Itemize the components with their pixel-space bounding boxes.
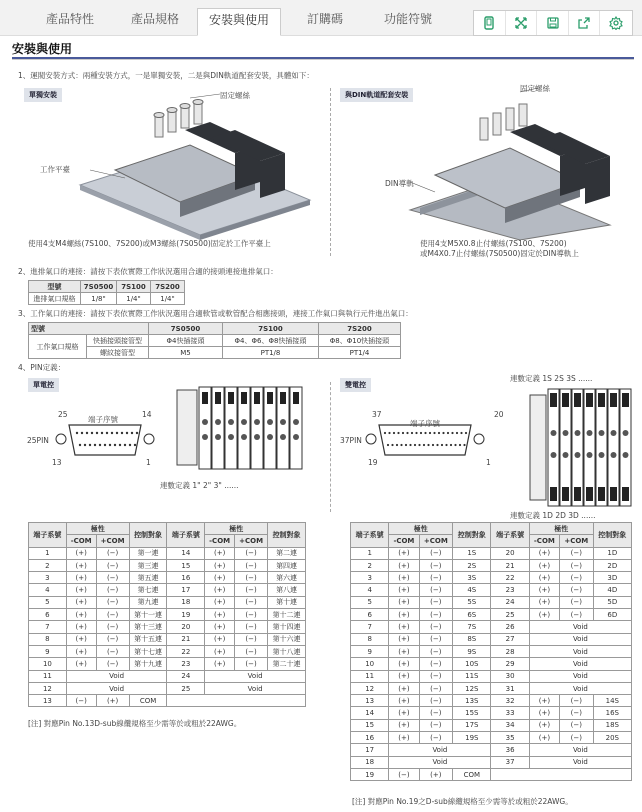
label-din-rail: 與DIN軌道配套安裝 (340, 88, 413, 102)
pin-intro: 4、PIN定義： (18, 363, 66, 372)
share-icon[interactable] (569, 11, 601, 35)
double-def-top: 連數定義 1S 2S 3S ...... (510, 374, 593, 383)
single-pin-table: 端子系號 極性 控制對象 端子系號 極性 控制對象 -COM +COM -COM +COM 1 (+) (−) 第一連 14 (+) (−) 第二連 2 (+) (−) 第三連 15 (+) (−) 第四連 3 (+) (−) 第五連 16 (+) (−) 第六連 4 (+) (−) 第七連 17 (+) (−) 第八連 5 (+) (−) 第九連 18 (+) (−) 第十連 6 (+) (−) 第十一連 19 (+) (−) 第十二連 7 (+) (−) 第十三連 20 (+) (−) 第十四連 8 (+) (−) 第十五連 21 (+) (−) 第十六連 9 (+) (−) 第十七連 22 (+) (−) 第十八連 10 (+) (−) 第十九連 23 (+) (−) 第二十連 11 Void 24 Void 12 Void 25 Void 13 (−) (+) COM (28, 522, 306, 707)
din-caption-1: 使用4支M5X0.8止付螺絲(7S100、7S200) (420, 239, 567, 248)
table-row: 14 (+) (−) 15S 33 (+) (−) 16S (351, 707, 632, 719)
single-note: [注] 對應Pin No.13D-sub線纜規格至少需等於或粗於22AWG。 (28, 719, 242, 728)
section-title: 安裝與使用 (12, 42, 73, 56)
tab-features[interactable]: 產品特性 (45, 12, 94, 26)
pin-20: 20 (494, 410, 504, 419)
table-row: 13 (−) (+) COM (29, 695, 306, 707)
table-row: 15 (+) (−) 17S 34 (+) (−) 18S (351, 719, 632, 731)
table-row: 12 (+) (−) 12S 31 Void (351, 682, 632, 694)
inlet-port-table: 型號 7S0500 7S100 7S200 進排氣口規格 1/8" 1/4" 1/4" (28, 280, 185, 305)
single-def: 連數定義 1" 2" 3" ...... (160, 481, 239, 490)
standalone-mount-illustration (60, 90, 330, 240)
table-row: 10 (+) (−) 10S 29 Void (351, 658, 632, 670)
pin-25: 25 (58, 410, 68, 419)
table-row: 1 (+) (−) 第一連 14 (+) (−) 第二連 (29, 547, 306, 559)
tab-symbols[interactable]: 功能符號 (383, 12, 432, 26)
table-row: 11 (+) (−) 11S 30 Void (351, 670, 632, 682)
table-row: 18 Void 37 Void (351, 756, 632, 768)
table-row: 10 (+) (−) 第十九連 23 (+) (−) 第二十連 (29, 658, 306, 670)
tab-specs[interactable]: 產品規格 (130, 12, 179, 26)
table-row: 7 (+) (−) 7S 26 Void (351, 621, 632, 633)
table-row: 6 (+) (−) 第十一連 19 (+) (−) 第十二連 (29, 609, 306, 621)
table-row: 8 (+) (−) 第十五連 21 (+) (−) 第十六連 (29, 633, 306, 645)
table-row: 3 (+) (−) 第五連 16 (+) (−) 第六連 (29, 572, 306, 584)
table-row: 2 (+) (−) 2S 21 (+) (−) 2D (351, 559, 632, 571)
mobile-icon[interactable] (474, 11, 506, 35)
base-label: 工作平臺 (40, 165, 70, 174)
table-row: 13 (+) (−) 13S 32 (+) (−) 14S (351, 695, 632, 707)
port-intro: 2、進排氣口的連接：請按下表依實際工作狀況選用合適的接頭連接進排氣口： (18, 267, 278, 276)
toolbar (473, 10, 633, 36)
table-row: 7 (+) (−) 第十三連 20 (+) (−) 第十四連 (29, 621, 306, 633)
pins-right: 37PIN (340, 436, 362, 445)
expand-icon[interactable] (506, 11, 538, 35)
table-row: 19 (−) (+) COM (351, 768, 632, 780)
table-row: 5 (+) (−) 5S 24 (+) (−) 5D (351, 596, 632, 608)
work-port-intro: 3、工作氣口的連接：請按下表依實際工作狀況選用合適軟管或軟管配合相應接頭，連接工作氣口與執行元件進出氣口： (18, 309, 413, 318)
label-double: 雙電控 (340, 378, 371, 392)
pins-left: 25PIN (27, 436, 49, 445)
work-port-table: 型號 7S0500 7S100 7S200 工作氣口規格 快插接頭接管型 Φ4快插接頭 Φ4、Φ6、Φ8快插接頭 Φ8、Φ10快插接頭 螺紋接管型 M5 PT1/8 PT1/4 (28, 322, 401, 359)
table-row: 16 (+) (−) 19S 35 (+) (−) 20S (351, 732, 632, 744)
table-row: 11 Void 24 Void (29, 670, 306, 682)
double-def-bottom: 連數定義 1D 2D 3D ...... (510, 511, 596, 520)
rail-label: DIN導軌 (385, 179, 414, 188)
pin-19: 19 (368, 458, 378, 467)
din-mount-illustration (380, 80, 630, 240)
pin-13: 13 (52, 458, 62, 467)
table-row: 12 Void 25 Void (29, 682, 306, 694)
table-row: 17 Void 36 Void (351, 744, 632, 756)
din-caption-2: 或M4X0.7止付螺絲(7S0500)固定於DIN導軌上 (420, 249, 579, 258)
standalone-caption: 使用4支M4螺絲(7S100、7S200)或M3螺絲(7S0500)固定於工作平臺上 (28, 239, 271, 248)
table-row: 6 (+) (−) 6S 25 (+) (−) 6D (351, 609, 632, 621)
conn-name-left: 端子序號 (88, 415, 118, 424)
settings-icon[interactable] (600, 11, 632, 35)
double-pin-table: 端子系號 極性 控制對象 端子系號 極性 控制對象 -COM +COM -COM +COM 1 (+) (−) 1S 20 (+) (−) 1D 2 (+) (−) 2S 21 (+) (−) 2D 3 (+) (−) 3S 22 (+) (−) 3D 4 (+) (−) 4S 23 (+) (−) 4D 5 (+) (−) 5S 24 (+) (−) 5D 6 (+) (−) 6S 25 (+) (−) 6D 7 (+) (−) 7S 26 Void 8 (+) (−) 8S 27 Void 9 (+) (−) 9S 28 Void 10 (+) (−) 10S 29 Void 11 (+) (−) 11S 30 Void 12 (+) (−) 12S 31 Void 13 (+) (−) 13S 32 (+) (−) 14S 14 (+) (−) 15S 33 (+) (−) 16S 15 (+) (−) 17S 34 (+) (−) 18S 16 (+) (−) 19S 35 (+) (−) 20S 17 Void 36 Void 18 Void 37 Void 19 (−) (+) COM (350, 522, 632, 781)
table-row: 1 (+) (−) 1S 20 (+) (−) 1D (351, 547, 632, 559)
pin-37: 37 (372, 410, 382, 419)
label-standalone: 單獨安裝 (24, 88, 62, 102)
screw-label-left: 固定螺絲 (220, 91, 250, 100)
pin-1: 1 (146, 458, 151, 467)
table-row: 9 (+) (−) 9S 28 Void (351, 645, 632, 657)
table-row: 9 (+) (−) 第十七連 22 (+) (−) 第十八連 (29, 645, 306, 657)
table-row: 3 (+) (−) 3S 22 (+) (−) 3D (351, 572, 632, 584)
table-row: 5 (+) (−) 第九連 18 (+) (−) 第十連 (29, 596, 306, 608)
table-row: 8 (+) (−) 8S 27 Void (351, 633, 632, 645)
double-note: [注] 對應Pin No.19之D-sub線纜規格至少需等於或粗於22AWG。 (352, 797, 573, 806)
single-valve-bank (175, 382, 310, 477)
pin-14: 14 (142, 410, 152, 419)
conn-name-right: 端子序號 (410, 419, 440, 428)
save-icon[interactable] (537, 11, 569, 35)
table-row: 4 (+) (−) 4S 23 (+) (−) 4D (351, 584, 632, 596)
pin-1-right: 1 (486, 458, 491, 467)
double-valve-bank (528, 385, 636, 510)
tab-order-code[interactable]: 訂購碼 (306, 12, 343, 26)
table-row: 2 (+) (−) 第三連 15 (+) (−) 第四連 (29, 559, 306, 571)
table-row: 4 (+) (−) 第七連 17 (+) (−) 第八連 (29, 584, 306, 596)
install-intro: 1、運閥安裝方式：兩種安裝方式，一是單獨安裝，二是與DIN軌道配套安裝，具體如下： (18, 71, 314, 80)
label-single: 單電控 (28, 378, 59, 392)
screw-label-right: 固定螺絲 (520, 84, 550, 93)
tab-installation[interactable]: 安裝與使用 (197, 8, 281, 36)
